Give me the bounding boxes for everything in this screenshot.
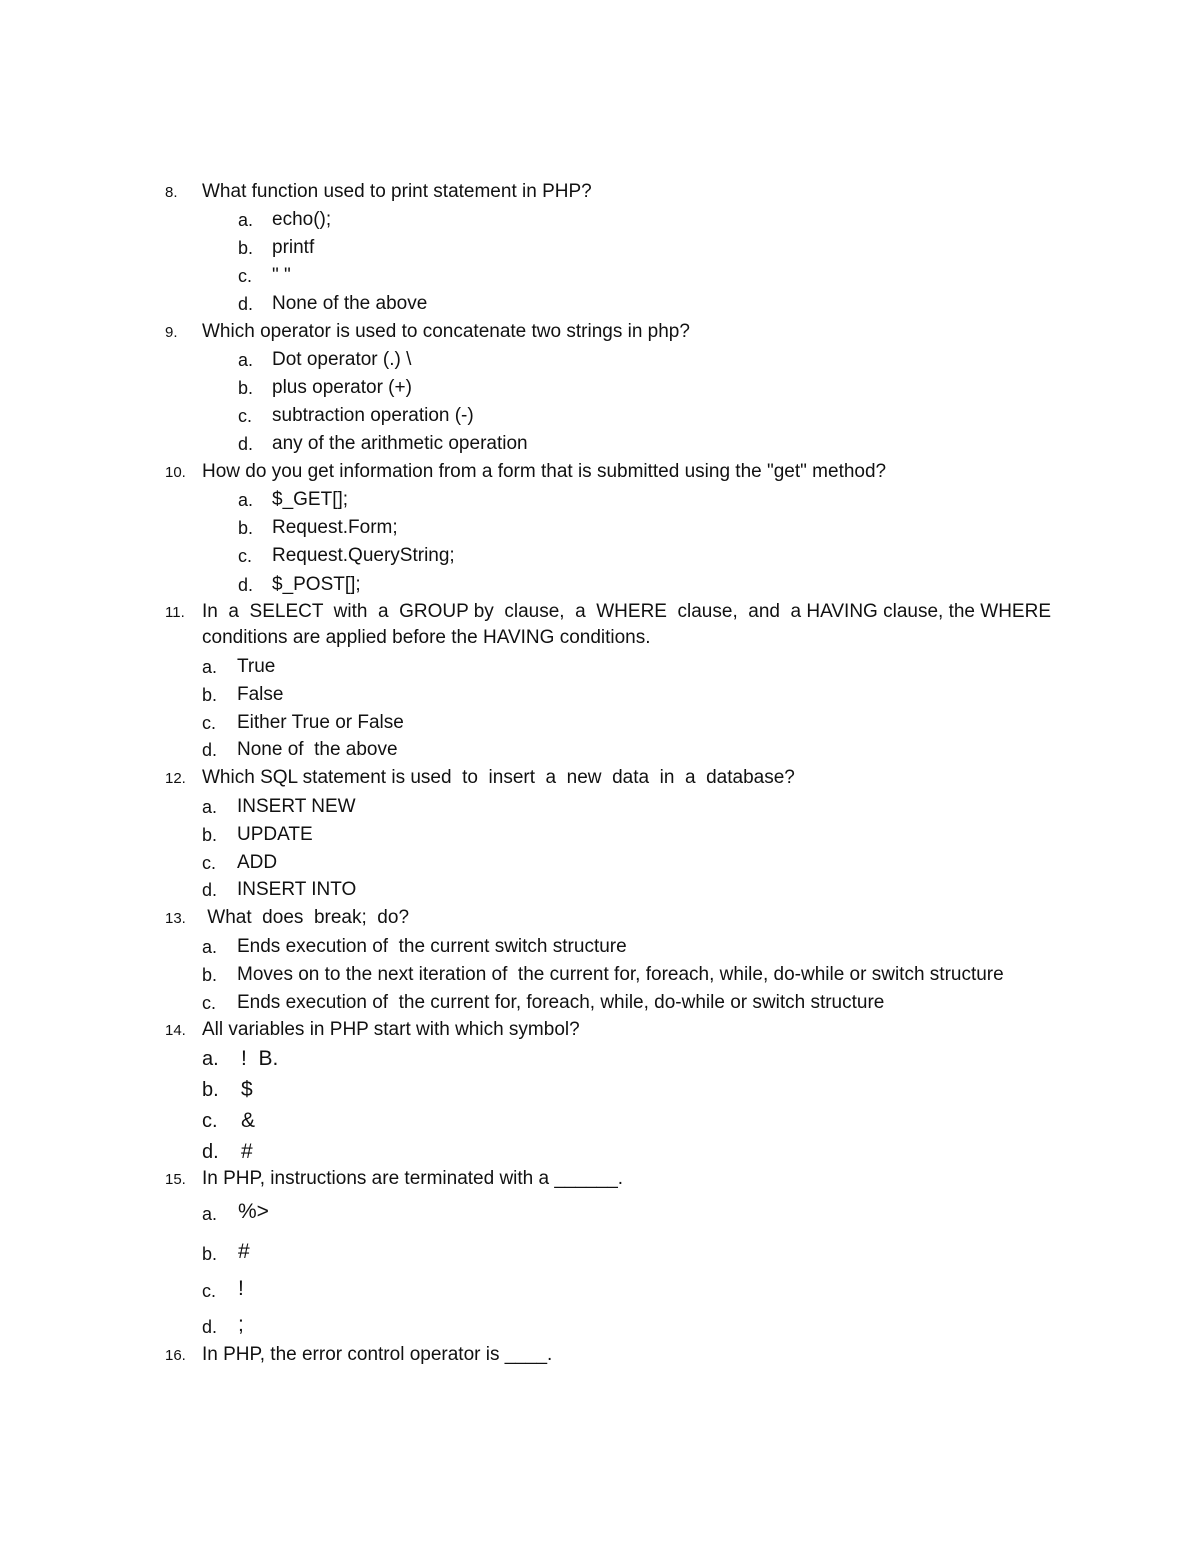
option-label: d. [202,1317,218,1337]
option-label: b. [202,1244,218,1264]
option-text: Ends execution of the current switch structure [237,936,627,957]
option-label: c. [238,406,253,426]
option-text: Ends execution of the current for, foreach, while, do-while or switch structure [237,992,885,1013]
option-text: echo(); [272,209,332,230]
option-text: Moves on to the next iteration of the current for, foreach, while, do-while or switch structure [237,964,1004,985]
question-text: In PHP, instructions are terminated with a ______. [202,1168,624,1189]
question-text: Which SQL statement is used to insert a new data in a database? [202,767,795,788]
option-label: c. [202,713,217,733]
question-number: 11. [165,604,185,621]
option-text: # [241,1140,253,1163]
option-text: $_GET[]; [272,489,349,510]
option-label: d. [238,294,254,314]
question-number: 12. [165,770,186,787]
option-label: b. [238,378,254,398]
option-label: a. [202,1204,218,1224]
question-text-line-1: In a SELECT with a GROUP by clause, a WHERE clause, and a HAVING clause, the WHERE [202,601,1051,622]
question-text: How do you get information from a form that is submitted using the "get" method? [202,461,887,482]
question-number: 13. [165,910,186,927]
option-text: Dot operator (.) \ [272,349,412,370]
option-label: b. [202,965,218,985]
option-label: a. [202,1048,219,1070]
option-text: ADD [237,852,278,873]
option-text: None of the above [272,293,428,314]
question-number: 15. [165,1171,186,1188]
question-text-line-2: conditions are applied before the HAVING conditions. [202,627,651,648]
option-text: INSERT INTO [237,879,357,900]
option-text: & [241,1109,256,1132]
option-text: INSERT NEW [237,796,356,817]
option-text: ! [238,1277,244,1300]
question-number: 10. [165,464,186,481]
option-text: False [237,684,284,705]
option-label: c. [202,1281,217,1301]
option-text: " " [272,265,291,286]
option-label: c. [202,853,217,873]
option-label: b. [238,518,254,538]
option-label: a. [202,797,218,817]
option-label: b. [202,1079,219,1101]
option-label: c. [202,1110,218,1132]
option-label: b. [238,238,254,258]
question-number: 9. [165,324,178,341]
option-label: a. [238,490,254,510]
option-text: True [237,656,276,677]
option-label: c. [202,993,217,1013]
option-label: d. [202,880,218,900]
option-label: c. [238,266,253,286]
option-text: $ [241,1078,253,1101]
option-label: d. [238,434,254,454]
option-text: subtraction operation (-) [272,405,474,426]
option-label: a. [202,657,218,677]
option-text: %> [238,1200,269,1223]
question-text: In PHP, the error control operator is ____. [202,1344,553,1365]
option-label: a. [238,350,254,370]
question-text: What function used to print statement in PHP? [202,181,592,202]
question-number: 14. [165,1022,186,1039]
option-label: a. [202,937,218,957]
option-text: plus operator (+) [272,377,412,398]
question-number: 16. [165,1347,186,1364]
option-text: printf [272,237,315,258]
option-text: $_POST[]; [272,574,361,595]
option-label: d. [202,740,218,760]
option-label: b. [202,685,218,705]
question-text: All variables in PHP start with which symbol? [202,1019,580,1040]
option-label: b. [202,825,218,845]
question-text: Which operator is used to concatenate two strings in php? [202,321,690,342]
option-text: Request.Form; [272,517,398,538]
option-text: Either True or False [237,712,404,733]
question-text: What does break; do? [202,907,410,928]
option-label: d. [202,1141,219,1163]
option-label: c. [238,546,253,566]
option-text: None of the above [237,739,398,760]
option-text: UPDATE [237,824,313,845]
option-label: d. [238,575,254,595]
option-text: Request.QueryString; [272,545,455,566]
question-number: 8. [165,184,178,201]
option-text: ; [238,1313,244,1336]
option-text: ! B. [241,1047,279,1070]
option-text: any of the arithmetic operation [272,433,528,454]
option-label: a. [238,210,254,230]
option-text: # [238,1240,250,1263]
